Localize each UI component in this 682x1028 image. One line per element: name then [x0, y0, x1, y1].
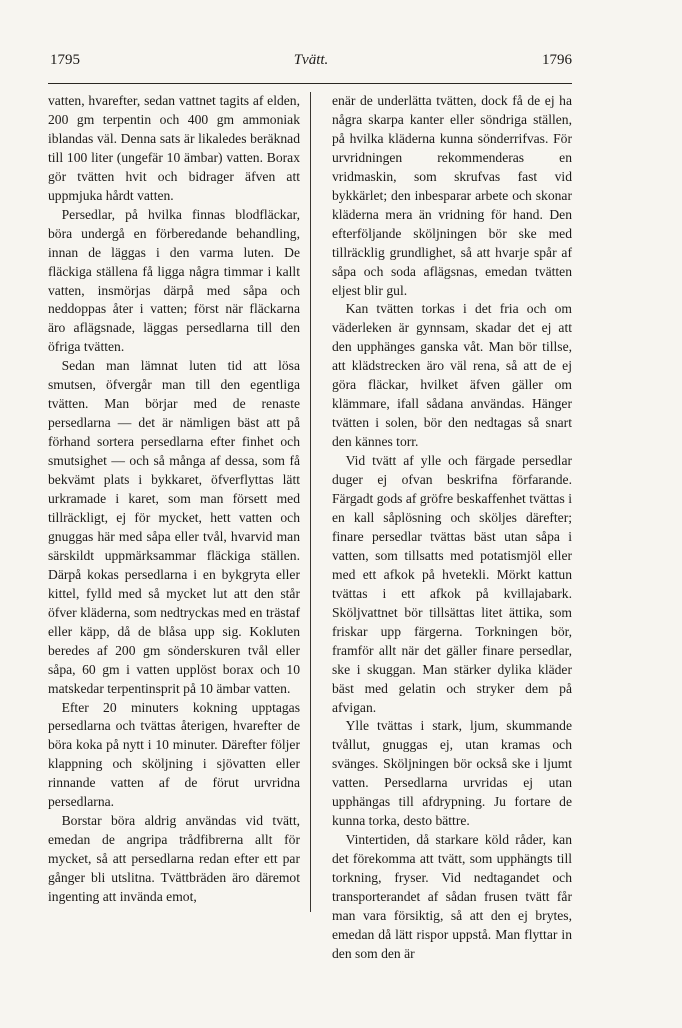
- header-rule: [48, 83, 572, 84]
- paragraph: Efter 20 minuters kokning upptagas persedlarna och tvättas återigen, hvarefter de böra koka på nytt i 10 minuter. Därefter följer klappning och sköljning i sjövatten eller rinnande vatten af de förut urvridna persedlarna.: [48, 699, 300, 810]
- paragraph: Kan tvätten torkas i det fria och om väderleken är gynnsam, skadar det ej att den upphänges ganska våt. Man bör tillse, att klädstrecken äro väl rena, så att de ej göra fläckar, hvilket äfven gäller om klämmare, ifall sådana användas. Hänger tvätten i solen, bör den nedtagas så snart den kännes torr.: [332, 301, 572, 450]
- right-column: [332, 92, 572, 964]
- left-column: [48, 92, 300, 907]
- paragraph: Vintertiden, då starkare köld råder, kan det förekomma att tvätt, som upphängts till torkning, fryser. Vid nedtagandet och transporterandet af sådan frusen tvätt får man vara försiktig, så att den ej brytes, emedan då lätt rispor uppstå. Man flyttar in den som den är: [332, 832, 572, 961]
- paragraph: Persedlar, på hvilka finnas blodfläckar, böra undergå en förberedande behandling, innan de läggas i den varma luten. De fläckiga ställena få ligga några timmar i kallt vatten, insmörjas därpå med såpa och neddoppas åter i vatten; först när fläckarna äro aflägsnade, läggas persedlarna till den öfriga tvätten.: [48, 206, 300, 355]
- page-header: [50, 52, 572, 76]
- paragraph: vatten, hvarefter, sedan vattnet tagits af elden, 200 gm terpentin och 400 gm ammoniak iblandas väl. Denna sats är likaledes beräknad till 100 liter (ungefär 10 ämbar) vatten. Borax gör tvätten hvit och bidrager äfven att uppmjuka hårdt vatten.: [48, 93, 300, 203]
- column-divider: [310, 92, 311, 912]
- paragraph: Vid tvätt af ylle och färgade persedlar duger ej ofvan beskrifna förfarande. Färgadt gods af gröfre beskaffenhet tvättas i en kall såplösning och sköljes därefter; finare persedlar tvättas bäst utan såpa i vatten, som tillsatts med potatismjöl eller med ett afkok på hvetekli. Mörkt kattun tvättas i ett afkok på kvillajabark. Sköljvattnet bör tillsättas litet ättika, som friskar upp färgerna. Torkningen bör, framför allt när det gäller finare persedlar, ske i skuggan. Man stärker dylika kläder bäst med gelatin och stryker dem på afvigan.: [332, 453, 572, 715]
- paragraph: Ylle tvättas i stark, ljum, skummande tvållut, gnuggas ej, utan kramas och svänges. Sköljningen bör också ske i ljumt vatten. Persedlarna urvridas ej utan upphängas till afdrypning. Ju fortare de kunna torka, desto bättre.: [332, 718, 572, 829]
- running-title: Tvätt.: [293, 52, 329, 68]
- paragraph: Borstar böra aldrig användas vid tvätt, emedan de angripa trådfibrerna allt för mycket, så att persedlarna redan efter ett par gånger bli utslitna. Tvättbräden äro däremot ingenting att invända emot,: [48, 813, 300, 905]
- page-number-left: 1795: [50, 52, 80, 68]
- page-number-right: 1796: [542, 52, 572, 68]
- paragraph: Sedan man lämnat luten tid att lösa smutsen, öfvergår man till den egentliga tvätten. Man börjar med de renaste persedlarna — det är nämligen bäst att på förhand sortera persedlarna efter finhet och smutsighet — och så många af dessa, som få bekvämt plats i bykkaret, öfverflyttas lätt urkramade i karet, som man försett med tillräckligt, ej för mycket, hett vatten och gnuggas här med såpa eller tvål, hvarvid man särskildt uppmärksammar fläckiga ställen. Därpå kokas persedlarna i en bykgryta eller kittel, fylld med så mycket lut att den står öfver kläderna, som nedtryckas med en trästaf eller käpp, då de blåsa upp sig. Kokluten beredes af 200 gm sönderskuren tvål eller såpa, 60 gm i vatten upplöst borax och 10 matskedar terpentinsprit på 10 ämbar vatten.: [48, 358, 300, 696]
- paragraph: enär de underlätta tvätten, dock få de ej ha några skarpa kanter eller söndriga ställen, på hvilka kläderna kunna sönderrifvas. För urvridningen rekommenderas en vridmaskin, som skrufvas fast vid bykkärlet; den inbesparar arbete och skonar kläderna mera än vridning för hand. Den efterföljande sköljningen bör ske med tillräcklig grundlighet, så att hvarje spår af såpa och soda aflägsnas, emedan tvätten eljest blir gul.: [332, 93, 572, 298]
